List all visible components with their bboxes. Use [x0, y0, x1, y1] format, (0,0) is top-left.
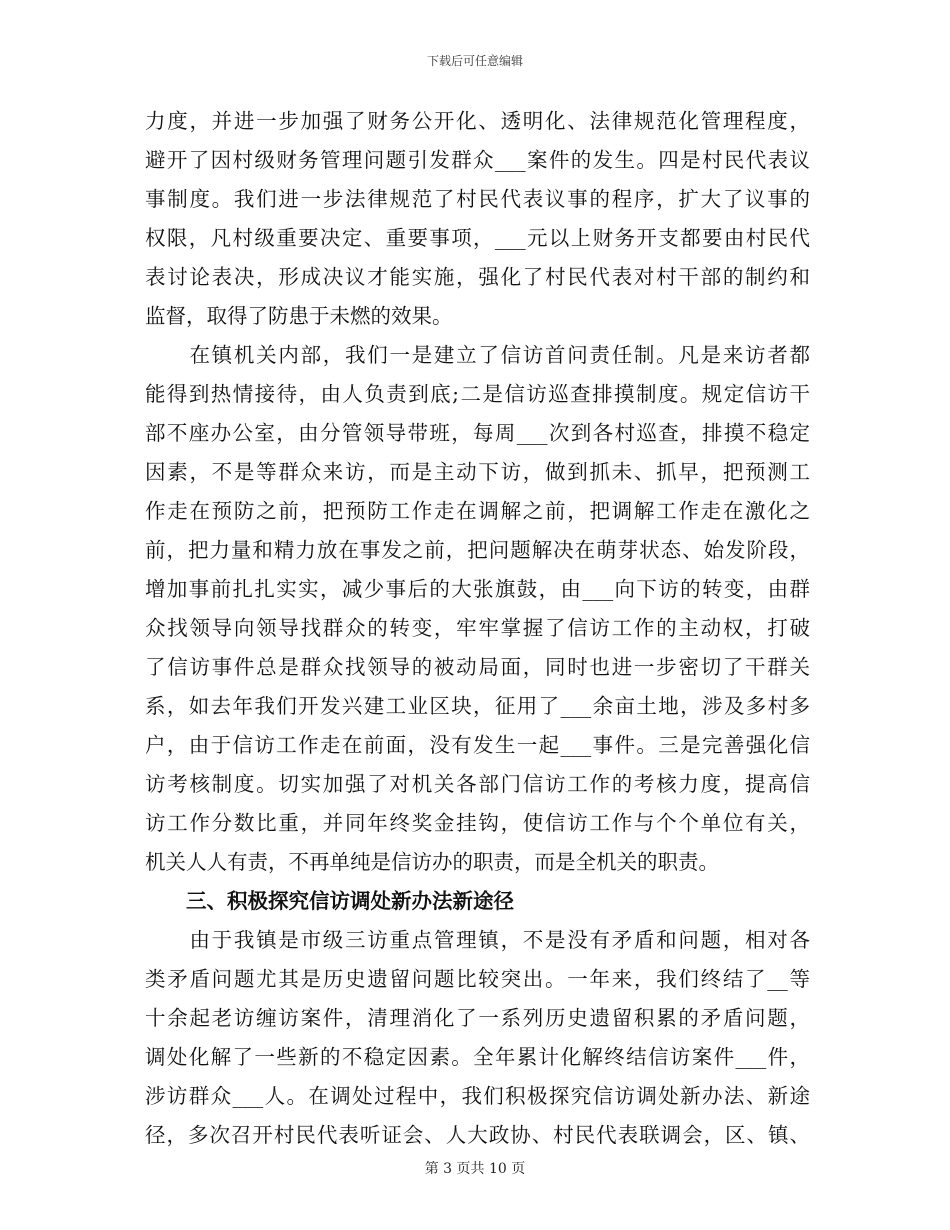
text-line: 前，把力量和精力放在事发之前，把问题解决在萌芽状态、始发阶段，: [145, 538, 810, 562]
text-line: 了信访事件总是群众找领导的被动局面，同时也进一步密切了干群关: [145, 655, 810, 679]
text-line: 户，由于信访工作走在前面，没有发生一起___事件。三是完善强化信: [145, 733, 810, 757]
text-line: 因素，不是等群众来访，而是主动下访，做到抓未、抓早，把预测工: [145, 460, 810, 484]
text-line: 权限，凡村级重要决定、重要事项，___元以上财务开支都要由村民代: [145, 226, 810, 250]
text-line: 十余起老访缠访案件，清理消化了一系列历史遗留积累的矛盾问题，: [145, 1006, 810, 1030]
text-line: 表讨论表决，形成决议才能实施，强化了村民代表对村干部的制约和: [145, 265, 810, 289]
text-line: 避开了因村级财务管理问题引发群众___案件的发生。四是村民代表议: [145, 148, 810, 172]
text-line: 力度，并进一步加强了财务公开化、透明化、法律规范化管理程度，: [145, 109, 810, 133]
section-heading: 三、积极探究信访调处新办法新途径: [145, 889, 514, 913]
text-line: 部不座办公室，由分管领导带班，每周___次到各村巡查，排摸不稳定: [145, 421, 810, 445]
text-line: 类矛盾问题尤其是历史遗留问题比较突出。一年来，我们终结了__等: [145, 967, 810, 991]
text-line: 由于我镇是市级三访重点管理镇，不是没有矛盾和问题，相对各: [145, 928, 810, 952]
text-line: 众找领导向领导找群众的转变，牢牢掌握了信访工作的主动权，打破: [145, 616, 810, 640]
text-line: 能得到热情接待，由人负责到底;二是信访巡查排摸制度。规定信访干: [145, 382, 810, 406]
text-line: 访考核制度。切实加强了对机关各部门信访工作的考核力度，提高信: [145, 772, 810, 796]
document-body: [145, 102, 810, 1155]
text-line: 事制度。我们进一步法律规范了村民代表议事的程序，扩大了议事的: [145, 187, 810, 211]
page-number: 第 3 页共 10 页: [424, 1161, 526, 1177]
text-line: 在镇机关内部，我们一是建立了信访首问责任制。凡是来访者都: [145, 343, 810, 367]
text-line: 系，如去年我们开发兴建工业区块，征用了___余亩土地，涉及多村多: [145, 694, 810, 718]
text-line: 调处化解了一些新的不稳定因素。全年累计化解终结信访案件___件，: [145, 1045, 810, 1069]
text-line: 监督，取得了防患于未燃的效果。: [145, 304, 453, 328]
text-line: 涉访群众___人。在调处过程中，我们积极探究信访调处新办法、新途: [145, 1084, 810, 1108]
page-header: 下载后可任意编辑: [426, 54, 523, 68]
text-line: 机关人人有责，不再单纯是信访办的职责，而是全机关的职责。: [145, 850, 719, 874]
text-line: 径，多次召开村民代表听证会、人大政协、村民代表联调会，区、镇、: [145, 1123, 810, 1147]
text-line: 访工作分数比重，并同年终奖金挂钩，使信访工作与个个单位有关，: [145, 811, 810, 835]
text-line: 作走在预防之前，把预防工作走在调解之前，把调解工作走在激化之: [145, 499, 810, 523]
text-line: 增加事前扎扎实实，减少事后的大张旗鼓，由___向下访的转变，由群: [145, 577, 810, 601]
